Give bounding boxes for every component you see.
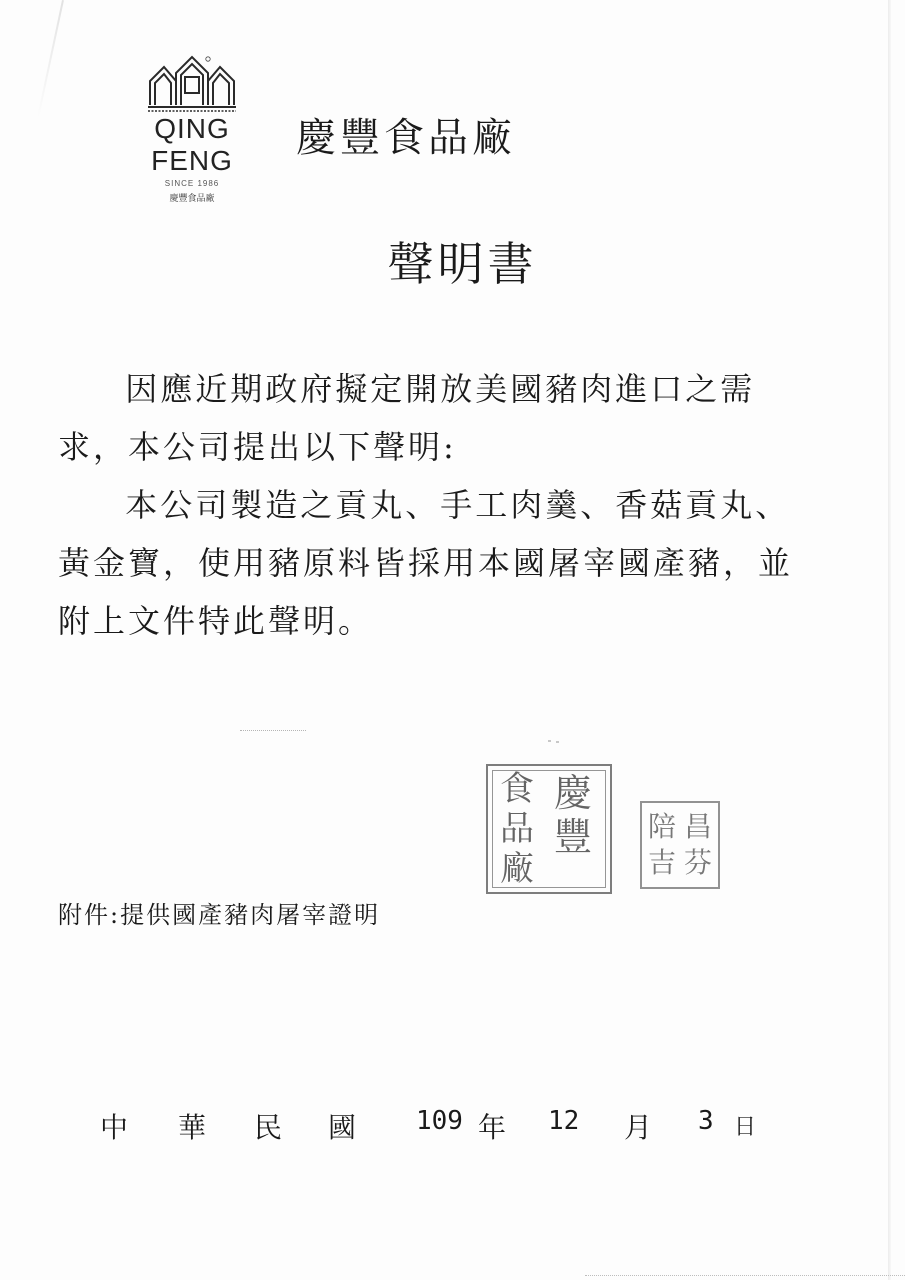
date-year-unit: 年 <box>478 1111 507 1144</box>
seal-char: 昌 <box>684 810 713 843</box>
seal-char: 陪 <box>648 810 677 843</box>
date-day-unit: 日 <box>734 1115 757 1140</box>
document-body <box>58 360 793 650</box>
seal-char: 慶 <box>554 771 593 815</box>
logo-since: SINCE 1986 <box>164 179 220 188</box>
faint-scan-mark <box>556 741 559 743</box>
date-year: 109 <box>416 1106 463 1136</box>
seal-char: 廠 <box>500 849 534 889</box>
scan-edge-artifact <box>888 0 891 1280</box>
company-name: 慶豐食品廠 <box>296 115 516 161</box>
logo-chinese-sub: 慶豐食品廠 <box>169 194 215 204</box>
personal-seal-stamp <box>640 801 720 889</box>
date-era-char: 國 <box>328 1111 357 1144</box>
faint-scan-mark <box>548 740 551 742</box>
date-line <box>100 1106 780 1146</box>
date-month-unit: 月 <box>624 1111 653 1144</box>
house-roof-logo-icon <box>146 55 238 115</box>
date-era-char: 華 <box>178 1111 207 1144</box>
paragraph-intro: 因應近期政府擬定開放美國豬肉進口之需求，本公司提出以下聲明: <box>58 370 756 466</box>
date-era-char: 中 <box>100 1111 129 1144</box>
logo-text-qing: QING <box>154 113 230 144</box>
seal-char: 吉 <box>648 846 677 879</box>
seal-char: 豐 <box>554 815 593 859</box>
date-month: 12 <box>548 1106 580 1136</box>
logo-text-feng: FENG <box>151 145 233 176</box>
scan-edge-artifact <box>37 0 64 118</box>
attachment-note: 附件:提供國產豬肉屠宰證明 <box>58 901 381 929</box>
date-era-char: 民 <box>254 1111 283 1144</box>
seal-char: 食 <box>500 769 534 809</box>
paragraph-statement: 本公司製造之貢丸、手工肉羹、香菇貢丸、黃金寶，使用豬原料皆採用本國屠宰國產豬，並附上文件特此聲明。 <box>58 486 794 640</box>
company-seal-stamp <box>486 764 612 894</box>
scan-edge-artifact <box>585 1275 905 1278</box>
seal-char: 品 <box>500 809 534 849</box>
document-title: 聲明書 <box>387 237 538 291</box>
seal-char: 芬 <box>684 846 713 879</box>
company-logo <box>146 55 238 205</box>
faint-scan-mark <box>240 730 306 739</box>
date-day: 3 <box>698 1106 714 1136</box>
